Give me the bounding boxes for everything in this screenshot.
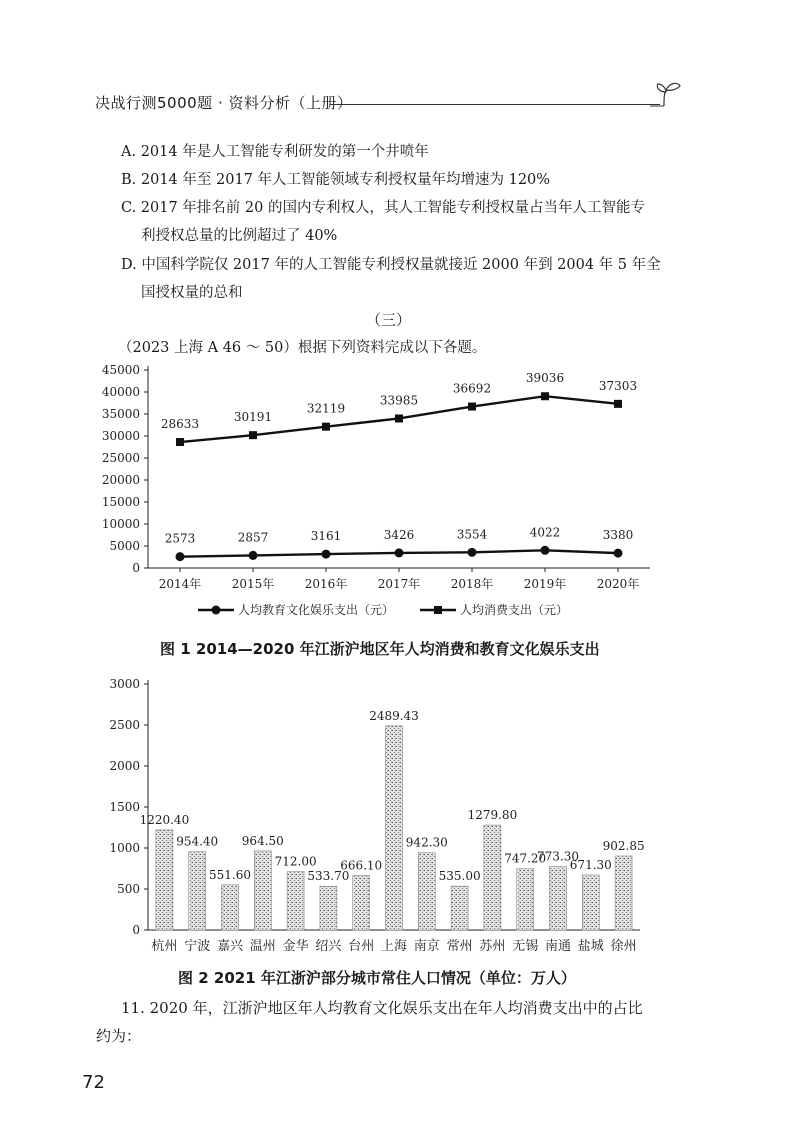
section-intro: （2023 上海 A 46 ～ 50）根据下列资料完成以下各题。	[118, 340, 487, 356]
x-tick-label: 2016年	[304, 577, 348, 591]
data-label: 2857	[237, 530, 269, 545]
x-tick-label: 嘉兴	[216, 939, 244, 954]
option-a: A. 2014 年是人工智能专利研发的第一个井喷年	[121, 144, 429, 160]
data-label: 28633	[160, 417, 200, 432]
data-point	[614, 549, 623, 558]
data-point	[541, 392, 549, 400]
data-label: 32119	[306, 401, 346, 416]
bar	[582, 875, 599, 930]
bar	[451, 886, 468, 930]
y-tick-label: 20000	[101, 473, 140, 487]
data-point	[249, 431, 257, 439]
data-point	[395, 548, 404, 557]
data-point	[395, 414, 403, 422]
page-number: 72	[82, 1072, 105, 1093]
data-label: 535.00	[438, 869, 481, 884]
data-point	[614, 400, 622, 408]
x-tick-label: 南京	[413, 939, 440, 954]
data-label: 666.10	[340, 858, 383, 873]
bar	[386, 726, 403, 930]
data-point	[468, 403, 476, 411]
x-tick-label: 2017年	[377, 577, 421, 591]
data-label: 2489.43	[369, 708, 419, 723]
data-label: 747.20	[504, 851, 547, 866]
bar	[484, 825, 501, 930]
option-c-cont: 利授权总量的比例超过了 40%	[141, 228, 338, 244]
data-label: 3554	[456, 527, 488, 542]
y-tick-label: 5000	[109, 539, 140, 553]
y-tick-label: 10000	[101, 517, 140, 531]
data-label: 942.30	[405, 835, 448, 850]
x-tick-label: 台州	[348, 939, 375, 954]
y-tick-label: 40000	[101, 385, 140, 399]
x-tick-label: 绍兴	[315, 939, 342, 954]
x-tick-label: 苏州	[479, 939, 506, 954]
option-b: B. 2014 年至 2017 年人工智能领域专利授权量年均增速为 120%	[121, 172, 551, 188]
data-label: 39036	[525, 371, 565, 386]
data-point	[468, 548, 477, 557]
data-label: 551.60	[209, 867, 251, 882]
y-tick-label: 35000	[101, 407, 140, 421]
data-point	[541, 546, 550, 555]
y-tick-label: 3000	[109, 677, 140, 691]
data-label: 902.85	[602, 838, 645, 853]
data-label: 712.00	[274, 854, 317, 869]
y-tick-label: 2000	[109, 759, 140, 773]
data-label: 773.30	[537, 849, 579, 864]
x-tick-label: 南通	[544, 939, 572, 954]
data-label: 3161	[310, 529, 342, 544]
bar	[156, 830, 173, 930]
question-11: 11. 2020 年，江浙沪地区年人均教育文化娱乐支出在年人均消费支出中的占比	[121, 999, 643, 1017]
line-chart	[90, 358, 690, 628]
data-label: 30191	[233, 410, 273, 425]
data-label: 533.70	[307, 869, 350, 884]
x-tick-label: 2015年	[231, 577, 275, 591]
sprout-icon	[650, 80, 686, 110]
bar	[287, 872, 304, 930]
x-tick-label: 盐城	[577, 939, 604, 954]
legend-label: 人均消费支出（元）	[460, 603, 569, 617]
figure1-caption: 图 1 2014—2020 年江浙沪地区年人均消费和教育文化娱乐支出	[160, 640, 600, 658]
data-label: 1279.80	[467, 808, 518, 823]
x-tick-label: 金华	[282, 939, 309, 954]
y-tick-label: 0	[132, 923, 140, 937]
x-tick-label: 2019年	[523, 577, 567, 591]
option-d-cont: 国授权量的总和	[141, 285, 243, 301]
y-tick-label: 15000	[101, 495, 140, 509]
header-rule	[330, 104, 660, 105]
option-d: D. 中国科学院仅 2017 年的人工智能专利授权量就接近 2000 年到 2004 年 5 年全	[121, 257, 661, 273]
x-tick-label: 宁波	[184, 939, 211, 954]
x-tick-label: 2014年	[158, 577, 202, 591]
bar	[320, 886, 337, 930]
y-tick-label: 1500	[109, 800, 140, 814]
x-tick-label: 温州	[249, 939, 276, 954]
data-label: 3380	[602, 528, 634, 543]
bar	[550, 867, 567, 930]
x-tick-label: 徐州	[610, 939, 637, 954]
bar-chart	[100, 674, 660, 964]
y-tick-label: 45000	[101, 363, 140, 377]
y-tick-label: 1000	[109, 841, 140, 855]
data-label: 1220.40	[139, 812, 190, 827]
legend-label: 人均教育文化娱乐支出（元）	[238, 603, 395, 617]
data-point	[322, 550, 331, 559]
running-header: 决战行测5000题 · 资料分析（上册）	[95, 94, 353, 112]
data-label: 37303	[598, 378, 638, 393]
data-label: 33985	[379, 393, 419, 408]
legend-marker	[434, 606, 442, 614]
x-tick-label: 杭州	[151, 939, 178, 954]
data-label: 2573	[164, 531, 196, 546]
data-label: 671.30	[569, 857, 612, 872]
data-point	[176, 438, 184, 446]
bar	[222, 885, 239, 930]
bar	[418, 853, 435, 930]
data-label: 4022	[529, 525, 561, 540]
data-point	[249, 551, 258, 560]
legend-marker	[212, 606, 221, 615]
bar	[615, 856, 632, 930]
y-tick-label: 30000	[101, 429, 140, 443]
question-11-cont: 约为：	[96, 1027, 142, 1045]
data-point	[322, 423, 330, 431]
x-tick-label: 2018年	[450, 577, 494, 591]
x-tick-label: 上海	[380, 939, 408, 954]
x-tick-label: 常州	[446, 939, 473, 954]
bar	[189, 852, 206, 930]
bar	[353, 875, 370, 930]
data-point	[176, 552, 185, 561]
x-tick-label: 2020年	[596, 577, 640, 591]
section-mark: （三）	[366, 311, 412, 329]
bar	[517, 869, 534, 930]
data-label: 964.50	[241, 833, 284, 848]
data-label: 36692	[452, 381, 492, 396]
option-c: C. 2017 年排名前 20 的国内专利权人，其人工智能专利授权量占当年人工智能专	[121, 200, 645, 216]
y-tick-label: 500	[117, 882, 140, 896]
y-tick-label: 0	[132, 561, 140, 575]
figure2-caption: 图 2 2021 年江浙沪部分城市常住人口情况（单位：万人）	[178, 969, 576, 987]
y-tick-label: 25000	[101, 451, 140, 465]
y-tick-label: 2500	[109, 718, 140, 732]
data-label: 3426	[383, 527, 415, 542]
x-tick-label: 无锡	[512, 939, 539, 954]
bar	[254, 851, 271, 930]
data-label: 954.40	[176, 834, 219, 849]
